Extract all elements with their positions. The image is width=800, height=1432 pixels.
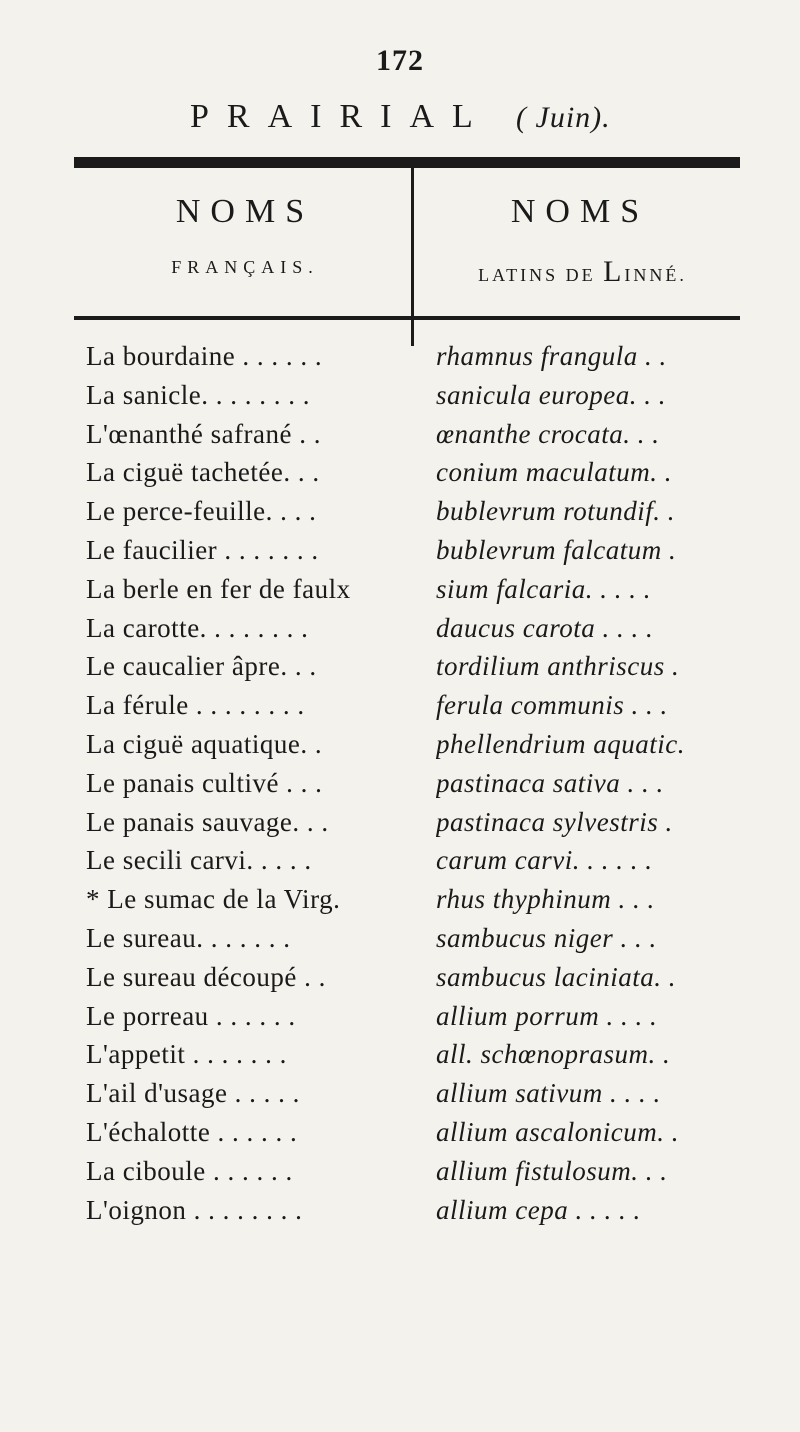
french-name: La berle en fer de faulx <box>86 573 351 604</box>
latin-name: carum carvi. . . . . . <box>436 845 653 876</box>
table-row <box>0 841 800 880</box>
table-row <box>0 958 800 997</box>
latin-name: pastinaca sativa . . . <box>436 767 664 798</box>
french-name: Le caucalier âpre. . . <box>86 651 317 682</box>
latin-name: allium cepa . . . . . <box>436 1194 641 1225</box>
table-row <box>0 492 800 531</box>
french-name: Le porreau . . . . . . <box>86 1000 296 1031</box>
latin-name: sambucus niger . . . <box>436 922 657 953</box>
table-row <box>0 1113 800 1152</box>
french-name: La férule . . . . . . . . <box>86 690 305 721</box>
latin-name: sambucus laciniata. . <box>436 961 676 992</box>
latin-name: daucus carota . . . . <box>436 612 654 643</box>
latin-name: all. schœnoprasum. . <box>436 1039 671 1070</box>
table-row <box>0 803 800 842</box>
latin-name: rhus thyphinum . . . <box>436 884 655 915</box>
french-name: Le sureau. . . . . . . <box>86 922 291 953</box>
french-name: Le perce-feuille. . . . <box>86 496 317 527</box>
french-name: L'oignon . . . . . . . . <box>86 1194 303 1225</box>
page-number: 172 <box>376 44 424 77</box>
french-name: La ciboule . . . . . . <box>86 1155 293 1186</box>
table-row <box>0 376 800 415</box>
right-subheading-rest: INNÉ. <box>624 265 687 285</box>
table-row <box>0 647 800 686</box>
right-column-subheading <box>430 255 735 289</box>
french-name: L'ail d'usage . . . . . <box>86 1078 300 1109</box>
latin-name: phellendrium aquatic. <box>436 728 685 759</box>
french-name: Le secili carvi. . . . . <box>86 845 312 876</box>
table-row <box>0 415 800 454</box>
table-row <box>0 531 800 570</box>
latin-name: sanicula europea. . . <box>436 379 666 410</box>
table-row <box>0 880 800 919</box>
french-name: L'œnanthé safrané . . <box>86 418 322 449</box>
top-rule <box>74 157 740 168</box>
latin-name: allium ascalonicum. . <box>436 1116 679 1147</box>
french-name: Le sureau découpé . . <box>86 961 326 992</box>
table-row <box>0 1035 800 1074</box>
right-column-heading: NOMS <box>510 193 650 230</box>
latin-name: œnanthe crocata. . . <box>436 418 660 449</box>
right-subheading-prefix: LATINS DE <box>478 265 604 285</box>
right-subheading-initial: L <box>603 255 625 288</box>
latin-name: tordilium anthriscus . <box>436 651 680 682</box>
name-table <box>0 337 800 1229</box>
left-column-subheading: FRANÇAIS. <box>171 257 319 277</box>
french-name: Le panais sauvage. . . <box>86 806 329 837</box>
table-row <box>0 453 800 492</box>
french-name: Le panais cultivé . . . <box>86 767 323 798</box>
latin-name: sium falcaria. . . . . <box>436 573 652 604</box>
table-row <box>0 337 800 376</box>
latin-name: allium sativum . . . . <box>436 1078 661 1109</box>
table-row <box>0 997 800 1036</box>
latin-name: allium fistulosum. . . <box>436 1155 668 1186</box>
table-row <box>0 1191 800 1230</box>
french-name: La ciguë aquatique. . <box>86 728 323 759</box>
french-name: L'appetit . . . . . . . <box>86 1039 287 1070</box>
left-column-heading: NOMS <box>175 193 315 230</box>
french-name: La bourdaine . . . . . . <box>86 341 323 371</box>
table-row <box>0 919 800 958</box>
latin-name: conium maculatum. . <box>436 457 672 488</box>
table-row <box>0 609 800 648</box>
latin-name: pastinaca sylvestris . <box>436 806 673 837</box>
month-name: PRAIRIAL <box>190 98 490 135</box>
month-gloss: ( Juin). <box>516 101 611 134</box>
french-name: L'échalotte . . . . . . <box>86 1116 298 1147</box>
table-row <box>0 764 800 803</box>
table-row <box>0 570 800 609</box>
latin-name: allium porrum . . . . <box>436 1000 658 1031</box>
french-name: La carotte. . . . . . . . <box>86 612 309 643</box>
french-name: La sanicle. . . . . . . . <box>86 379 310 410</box>
header-rule <box>74 316 740 320</box>
french-name: Le faucilier . . . . . . . <box>86 534 319 565</box>
latin-name: bublevrum falcatum . <box>436 534 677 565</box>
latin-name: ferula communis . . . <box>436 690 668 721</box>
table-row <box>0 1152 800 1191</box>
table-row <box>0 1074 800 1113</box>
table-row <box>0 725 800 764</box>
latin-name: rhamnus frangula . . <box>436 341 667 371</box>
french-name: La ciguë tachetée. . . <box>86 457 320 488</box>
french-name: * Le sumac de la Virg. <box>86 884 341 915</box>
month-title <box>190 98 611 136</box>
table-row <box>0 686 800 725</box>
latin-name: bublevrum rotundif. . <box>436 496 675 527</box>
